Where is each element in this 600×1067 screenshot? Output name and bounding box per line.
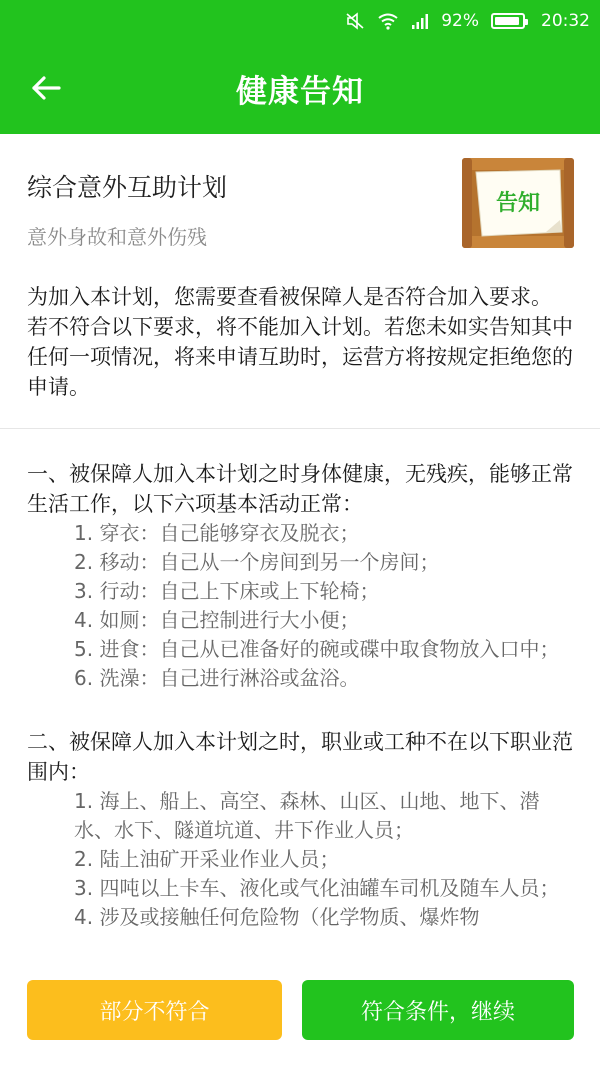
section-title: 二、被保障人加入本计划之时，职业或工种不在以下职业范围内： [27,730,573,784]
footer-actions [0,949,600,1067]
list-item: 1. 穿衣：自己能够穿衣及脱衣； [74,521,360,545]
plan-subtitle: 意外身故和意外伤残 [27,225,207,249]
requirements-scroll[interactable] [0,429,600,949]
list-item: 1. 海上、船上、高空、森林、山区、山地、地下、潜水、水下、隧道坑道、井下作业人员； [74,789,540,842]
requirement-list [27,787,575,932]
requirements-content [27,459,575,949]
requirement-list [27,519,575,693]
list-item: 3. 行动：自己上下床或上下轮椅； [74,579,380,603]
list-item: 2. 移动：自己从一个房间到另一个房间； [74,550,440,574]
back-button[interactable] [24,66,68,110]
list-item: 4. 如厕：自己控制进行大小便； [74,608,360,632]
page-title: 健康告知 [236,73,364,110]
signal-icon [411,12,429,30]
requirement-section-2 [27,727,575,932]
app-toolbar [0,42,600,134]
requirement-section-1 [27,459,575,693]
intro-text: 为加入本计划，您需要查看被保障人是否符合加入要求。 若不符合以下要求，将不能加入计划。若您未如实告知其中任何一项情况，将来申请互助时，运营方将按规定拒绝您的申请。 [27,285,573,399]
list-item: 2. 陆上油矿开采业作业人员； [74,847,340,871]
battery-fill [495,17,519,25]
battery-percent: 92% [441,11,479,31]
status-bar [0,0,600,42]
list-item: 6. 洗澡：自己进行淋浴或盆浴。 [74,666,360,690]
clock: 20:32 [541,11,590,31]
battery-icon [491,13,525,29]
notice-sign-text: 告知 [495,191,541,216]
mute-icon [345,12,365,30]
section-title: 一、被保障人加入本计划之时身体健康，无残疾，能够正常生活工作，以下六项基本活动正常： [27,462,573,516]
wifi-icon [377,12,399,30]
plan-title: 综合意外互助计划 [27,173,228,202]
arrow-left-icon [31,75,61,101]
plan-header [0,134,600,274]
list-item: 3. 四吨以上卡车、液化或气化油罐车司机及随车人员； [74,876,560,900]
list-item: 4. 涉及或接触任何危险物（化学物质、爆炸物 [74,905,480,929]
notice-sign-icon [462,158,574,248]
eligible-continue-button[interactable]: 符合条件，继续 [302,980,574,1040]
partially-not-eligible-button[interactable]: 部分不符合 [27,980,282,1040]
list-item: 5. 进食：自己从已准备好的碗或碟中取食物放入口中； [74,637,560,661]
